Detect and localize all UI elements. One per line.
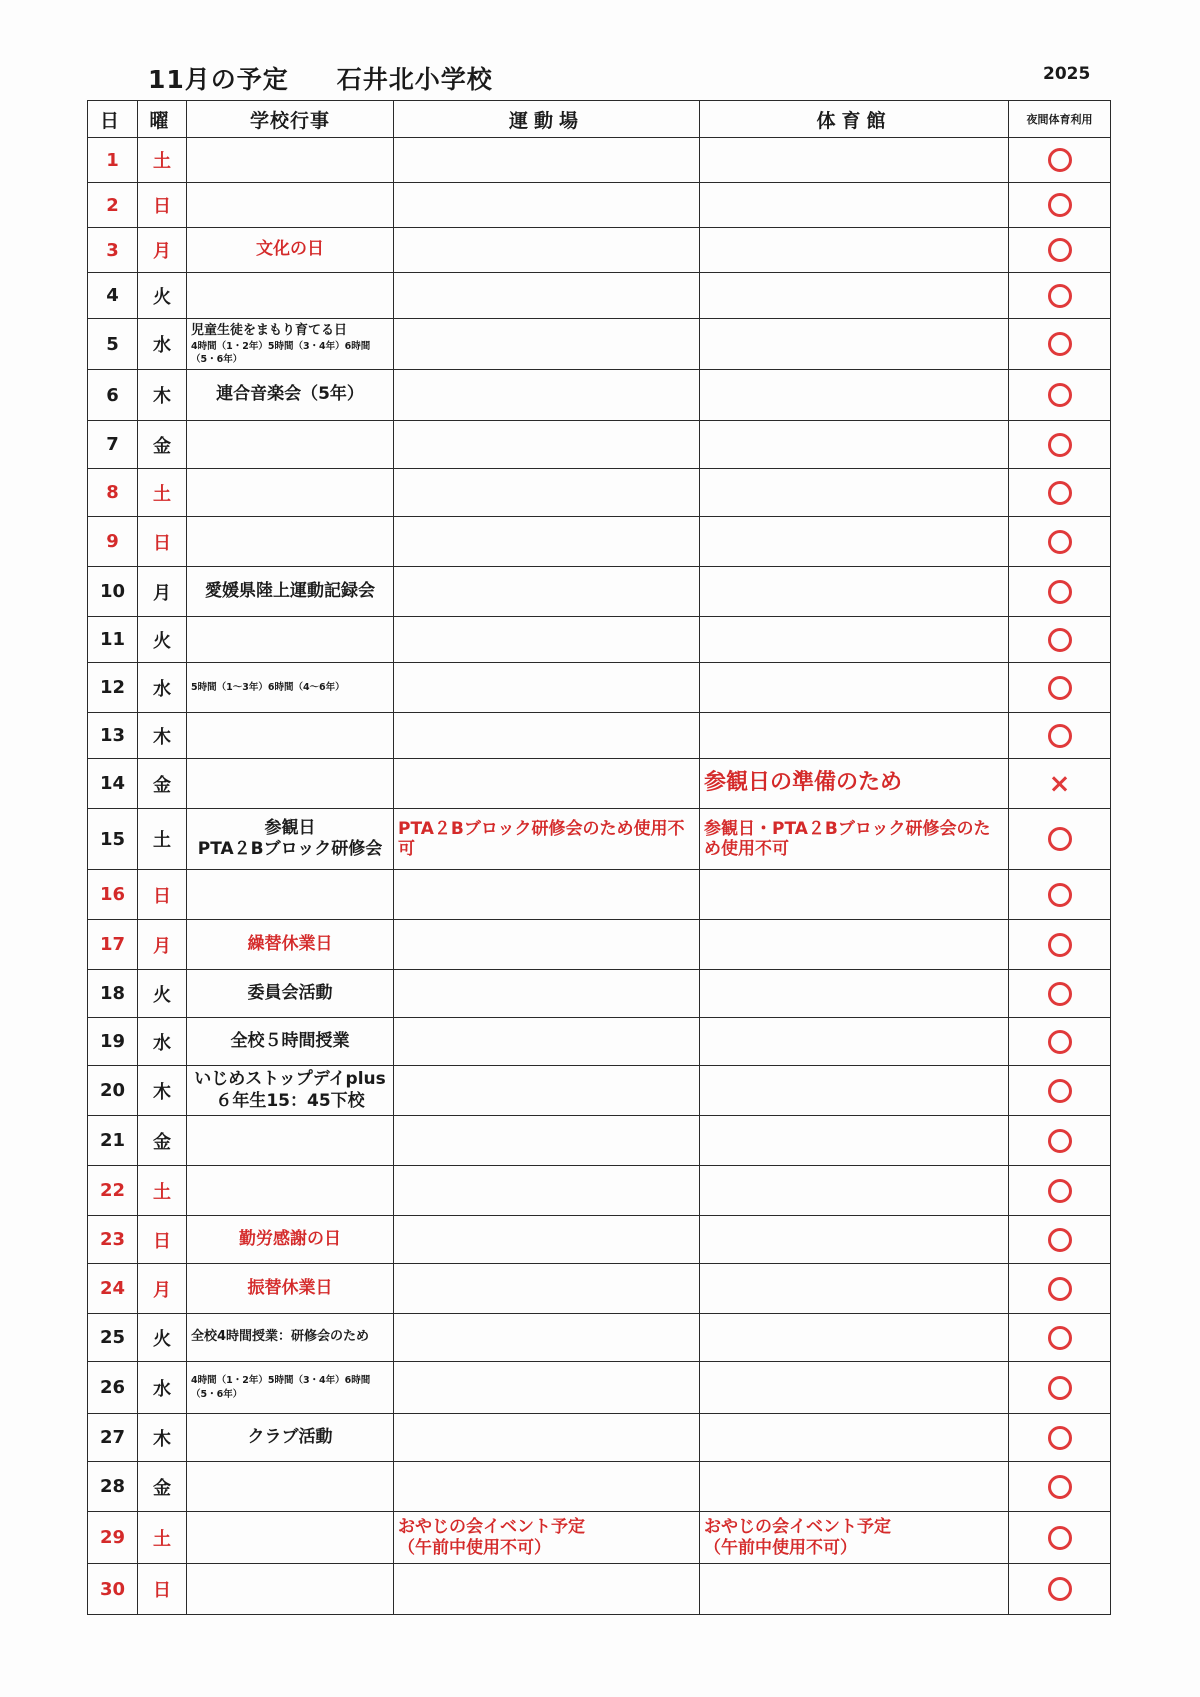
table-row [88, 421, 1111, 469]
ground-cell [394, 1018, 700, 1066]
table-row [88, 1018, 1111, 1066]
night-gym-cell [1009, 1462, 1111, 1512]
circle-mark-icon [1048, 933, 1072, 957]
weekday-cell: 土 [138, 138, 187, 183]
circle-mark-icon [1048, 827, 1072, 851]
circle-mark-icon [1048, 724, 1072, 748]
night-gym-cell [1009, 920, 1111, 970]
day-cell: 19 [88, 1018, 138, 1066]
table-row [88, 713, 1111, 759]
table-row [88, 1462, 1111, 1512]
night-gym-cell [1009, 870, 1111, 920]
schedule-table [87, 100, 1111, 1615]
table-row [88, 870, 1111, 920]
gym-cell [700, 421, 1009, 469]
school-event-cell: 繰替休業日 [187, 920, 394, 970]
gym-cell [700, 319, 1009, 370]
weekday-cell: 土 [138, 1512, 187, 1564]
ground-cell [394, 1564, 700, 1615]
circle-mark-icon [1048, 1475, 1072, 1499]
ground-cell [394, 517, 700, 567]
circle-mark-icon [1048, 1129, 1072, 1153]
night-gym-cell [1009, 809, 1111, 870]
gym-cell: おやじの会イベント予定 （午前中使用不可） [700, 1512, 1009, 1564]
ground-cell [394, 1362, 700, 1414]
gym-cell [700, 1066, 1009, 1116]
event-title: 児童生徒をまもり育てる日 [191, 322, 348, 338]
school-event-cell [187, 617, 394, 663]
table-row [88, 1216, 1111, 1264]
day-cell: 20 [88, 1066, 138, 1116]
column-header-gym: 体育館 [700, 101, 1009, 138]
column-header-school-events: 学校行事 [187, 101, 394, 138]
school-event-cell [187, 663, 394, 713]
ground-cell [394, 273, 700, 319]
table-row [88, 1314, 1111, 1362]
ground-cell [394, 617, 700, 663]
weekday-cell: 火 [138, 273, 187, 319]
table-row [88, 1512, 1111, 1564]
day-cell: 2 [88, 183, 138, 228]
ground-cell [394, 1216, 700, 1264]
night-gym-cell [1009, 1264, 1111, 1314]
weekday-cell: 金 [138, 421, 187, 469]
table-row [88, 1166, 1111, 1216]
day-cell: 7 [88, 421, 138, 469]
ground-cell: おやじの会イベント予定 （午前中使用不可） [394, 1512, 700, 1564]
gym-cell [700, 1018, 1009, 1066]
school-event-cell: 委員会活動 [187, 970, 394, 1018]
table-row [88, 809, 1111, 870]
day-cell: 17 [88, 920, 138, 970]
ground-cell [394, 1314, 700, 1362]
table-row [88, 1264, 1111, 1314]
gym-cell [700, 1564, 1009, 1615]
table-row [88, 469, 1111, 517]
gym-cell [700, 1264, 1009, 1314]
weekday-cell: 日 [138, 517, 187, 567]
circle-mark-icon [1048, 530, 1072, 554]
day-cell: 29 [88, 1512, 138, 1564]
gym-cell [700, 663, 1009, 713]
night-gym-cell [1009, 1166, 1111, 1216]
weekday-cell: 水 [138, 663, 187, 713]
gym-cell [700, 617, 1009, 663]
school-event-cell: 勤労感謝の日 [187, 1216, 394, 1264]
ground-cell [394, 1066, 700, 1116]
circle-mark-icon [1048, 284, 1072, 308]
night-gym-cell [1009, 1564, 1111, 1615]
gym-cell: 参観日の準備のため [700, 759, 1009, 809]
table-row [88, 1414, 1111, 1462]
table-row [88, 1564, 1111, 1615]
gym-cell [700, 1314, 1009, 1362]
circle-mark-icon [1048, 1526, 1072, 1550]
day-cell: 6 [88, 370, 138, 421]
ground-cell [394, 1264, 700, 1314]
night-gym-cell [1009, 713, 1111, 759]
ground-cell [394, 759, 700, 809]
night-gym-cell [1009, 1018, 1111, 1066]
school-event-cell: 愛媛県陸上運動記録会 [187, 567, 394, 617]
weekday-cell: 月 [138, 920, 187, 970]
school-event-cell: 文化の日 [187, 228, 394, 273]
table-row [88, 273, 1111, 319]
table-row [88, 319, 1111, 370]
circle-mark-icon [1048, 1376, 1072, 1400]
weekday-cell: 木 [138, 370, 187, 421]
night-gym-cell [1009, 1066, 1111, 1116]
school-event-cell [187, 183, 394, 228]
table-row [88, 228, 1111, 273]
day-cell: 9 [88, 517, 138, 567]
circle-mark-icon [1048, 628, 1072, 652]
night-gym-cell [1009, 1362, 1111, 1414]
day-cell: 18 [88, 970, 138, 1018]
weekday-cell: 火 [138, 1314, 187, 1362]
table-row [88, 759, 1111, 809]
event-detail: 5時間（1～3年）6時間（4～6年） [191, 681, 345, 693]
day-cell: 13 [88, 713, 138, 759]
night-gym-cell [1009, 759, 1111, 809]
gym-cell [700, 517, 1009, 567]
table-row [88, 370, 1111, 421]
school-event-cell [187, 870, 394, 920]
gym-cell [700, 1462, 1009, 1512]
weekday-cell: 金 [138, 1116, 187, 1166]
weekday-cell: 土 [138, 1166, 187, 1216]
circle-mark-icon [1048, 1030, 1072, 1054]
ground-cell [394, 920, 700, 970]
gym-cell: 参観日・PTA２Bブロック研修会のため使用不可 [700, 809, 1009, 870]
weekday-cell: 木 [138, 713, 187, 759]
school-event-cell: いじめストップデイplus ６年生15：45下校 [187, 1066, 394, 1116]
school-event-cell [187, 319, 394, 370]
day-cell: 12 [88, 663, 138, 713]
ground-cell [394, 713, 700, 759]
day-cell: 11 [88, 617, 138, 663]
page-title [148, 60, 493, 96]
gym-cell [700, 870, 1009, 920]
school-event-cell: 全校５時間授業 [187, 1018, 394, 1066]
weekday-cell: 火 [138, 617, 187, 663]
table-row [88, 183, 1111, 228]
day-cell: 28 [88, 1462, 138, 1512]
weekday-cell: 金 [138, 1462, 187, 1512]
night-gym-cell [1009, 1414, 1111, 1462]
weekday-cell: 日 [138, 870, 187, 920]
day-cell: 30 [88, 1564, 138, 1615]
circle-mark-icon [1048, 1577, 1072, 1601]
circle-mark-icon [1048, 332, 1072, 356]
night-gym-cell [1009, 1116, 1111, 1166]
night-gym-cell [1009, 469, 1111, 517]
event-detail: 4時間（1・2年）5時間（3・4年）6時間（5・6年） [191, 340, 371, 366]
ground-cell [394, 1166, 700, 1216]
table-row [88, 138, 1111, 183]
day-cell: 5 [88, 319, 138, 370]
school-event-cell: 振替休業日 [187, 1264, 394, 1314]
circle-mark-icon [1048, 433, 1072, 457]
weekday-cell: 水 [138, 1362, 187, 1414]
school-event-cell [187, 421, 394, 469]
ground-cell: PTA２Bブロック研修会のため使用不可 [394, 809, 700, 870]
night-gym-cell [1009, 663, 1111, 713]
school-event-cell: クラブ活動 [187, 1414, 394, 1462]
school-event-cell [187, 713, 394, 759]
weekday-cell: 土 [138, 469, 187, 517]
table-row [88, 920, 1111, 970]
night-gym-cell [1009, 617, 1111, 663]
school-event-cell [187, 517, 394, 567]
school-event-cell [187, 138, 394, 183]
table-row [88, 970, 1111, 1018]
weekday-cell: 水 [138, 1018, 187, 1066]
school-event-cell [187, 469, 394, 517]
circle-mark-icon [1048, 238, 1072, 262]
table-row [88, 1116, 1111, 1166]
table-row [88, 517, 1111, 567]
school-name: 石井北小学校 [336, 65, 493, 94]
circle-mark-icon [1048, 883, 1072, 907]
event-detail: 4時間（1・2年）5時間（3・4年）6時間（5・6年） [191, 1375, 371, 1400]
gym-cell [700, 1166, 1009, 1216]
day-cell: 4 [88, 273, 138, 319]
gym-cell [700, 228, 1009, 273]
column-header-ground: 運動場 [394, 101, 700, 138]
weekday-cell: 木 [138, 1414, 187, 1462]
ground-cell [394, 183, 700, 228]
gym-cell [700, 370, 1009, 421]
night-gym-cell [1009, 970, 1111, 1018]
ground-cell [394, 1116, 700, 1166]
circle-mark-icon [1048, 1277, 1072, 1301]
night-gym-cell [1009, 1314, 1111, 1362]
day-cell: 22 [88, 1166, 138, 1216]
school-event-cell: 全校4時間授業：研修会のため [187, 1314, 394, 1362]
ground-cell [394, 870, 700, 920]
school-event-cell [187, 759, 394, 809]
year-label: 2025 [1043, 64, 1091, 84]
school-event-cell: 参観日 PTA２Bブロック研修会 [187, 809, 394, 870]
day-cell: 14 [88, 759, 138, 809]
ground-cell [394, 319, 700, 370]
weekday-cell: 金 [138, 759, 187, 809]
gym-cell [700, 713, 1009, 759]
night-gym-cell [1009, 138, 1111, 183]
night-gym-cell [1009, 228, 1111, 273]
gym-cell [700, 1116, 1009, 1166]
night-gym-cell [1009, 421, 1111, 469]
cross-mark-icon: × [1048, 768, 1071, 799]
circle-mark-icon [1048, 383, 1072, 407]
gym-cell [700, 920, 1009, 970]
column-header-night-gym: 夜間体育利用 [1009, 101, 1111, 138]
circle-mark-icon [1048, 148, 1072, 172]
ground-cell [394, 370, 700, 421]
column-header-weekday: 曜 [138, 101, 187, 138]
school-event-cell [187, 1564, 394, 1615]
school-event-cell [187, 1462, 394, 1512]
circle-mark-icon [1048, 580, 1072, 604]
day-cell: 23 [88, 1216, 138, 1264]
weekday-cell: 木 [138, 1066, 187, 1116]
column-header-day: 日 [88, 101, 138, 138]
table-row [88, 567, 1111, 617]
weekday-cell: 日 [138, 1564, 187, 1615]
night-gym-cell [1009, 1216, 1111, 1264]
gym-cell [700, 1414, 1009, 1462]
day-cell: 1 [88, 138, 138, 183]
night-gym-cell [1009, 370, 1111, 421]
circle-mark-icon [1048, 1179, 1072, 1203]
gym-cell [700, 138, 1009, 183]
day-cell: 24 [88, 1264, 138, 1314]
circle-mark-icon [1048, 1228, 1072, 1252]
table-row [88, 1066, 1111, 1116]
ground-cell [394, 970, 700, 1018]
school-event-cell [187, 1116, 394, 1166]
gym-cell [700, 970, 1009, 1018]
month-title: 11月の予定 [148, 65, 289, 94]
school-event-cell [187, 1512, 394, 1564]
ground-cell [394, 421, 700, 469]
gym-cell [700, 273, 1009, 319]
weekday-cell: 月 [138, 1264, 187, 1314]
day-cell: 10 [88, 567, 138, 617]
header-row [88, 101, 1111, 138]
night-gym-cell [1009, 517, 1111, 567]
gym-cell [700, 183, 1009, 228]
day-cell: 3 [88, 228, 138, 273]
night-gym-cell [1009, 319, 1111, 370]
ground-cell [394, 138, 700, 183]
night-gym-cell [1009, 1512, 1111, 1564]
school-event-cell [187, 1166, 394, 1216]
weekday-cell: 日 [138, 183, 187, 228]
circle-mark-icon [1048, 193, 1072, 217]
night-gym-cell [1009, 273, 1111, 319]
day-cell: 26 [88, 1362, 138, 1414]
weekday-cell: 火 [138, 970, 187, 1018]
circle-mark-icon [1048, 481, 1072, 505]
weekday-cell: 月 [138, 567, 187, 617]
ground-cell [394, 228, 700, 273]
table-row [88, 663, 1111, 713]
circle-mark-icon [1048, 676, 1072, 700]
circle-mark-icon [1048, 982, 1072, 1006]
circle-mark-icon [1048, 1326, 1072, 1350]
table-row [88, 1362, 1111, 1414]
table-row [88, 617, 1111, 663]
circle-mark-icon [1048, 1426, 1072, 1450]
ground-cell [394, 1414, 700, 1462]
gym-cell [700, 469, 1009, 517]
school-event-cell [187, 273, 394, 319]
night-gym-cell [1009, 567, 1111, 617]
ground-cell [394, 663, 700, 713]
day-cell: 25 [88, 1314, 138, 1362]
gym-cell [700, 567, 1009, 617]
circle-mark-icon [1048, 1079, 1072, 1103]
weekday-cell: 月 [138, 228, 187, 273]
day-cell: 16 [88, 870, 138, 920]
school-event-cell: 連合音楽会（5年） [187, 370, 394, 421]
night-gym-cell [1009, 183, 1111, 228]
ground-cell [394, 469, 700, 517]
day-cell: 8 [88, 469, 138, 517]
gym-cell [700, 1216, 1009, 1264]
ground-cell [394, 567, 700, 617]
ground-cell [394, 1462, 700, 1512]
weekday-cell: 水 [138, 319, 187, 370]
weekday-cell: 日 [138, 1216, 187, 1264]
day-cell: 21 [88, 1116, 138, 1166]
day-cell: 27 [88, 1414, 138, 1462]
school-event-cell [187, 1362, 394, 1414]
day-cell: 15 [88, 809, 138, 870]
weekday-cell: 土 [138, 809, 187, 870]
gym-cell [700, 1362, 1009, 1414]
